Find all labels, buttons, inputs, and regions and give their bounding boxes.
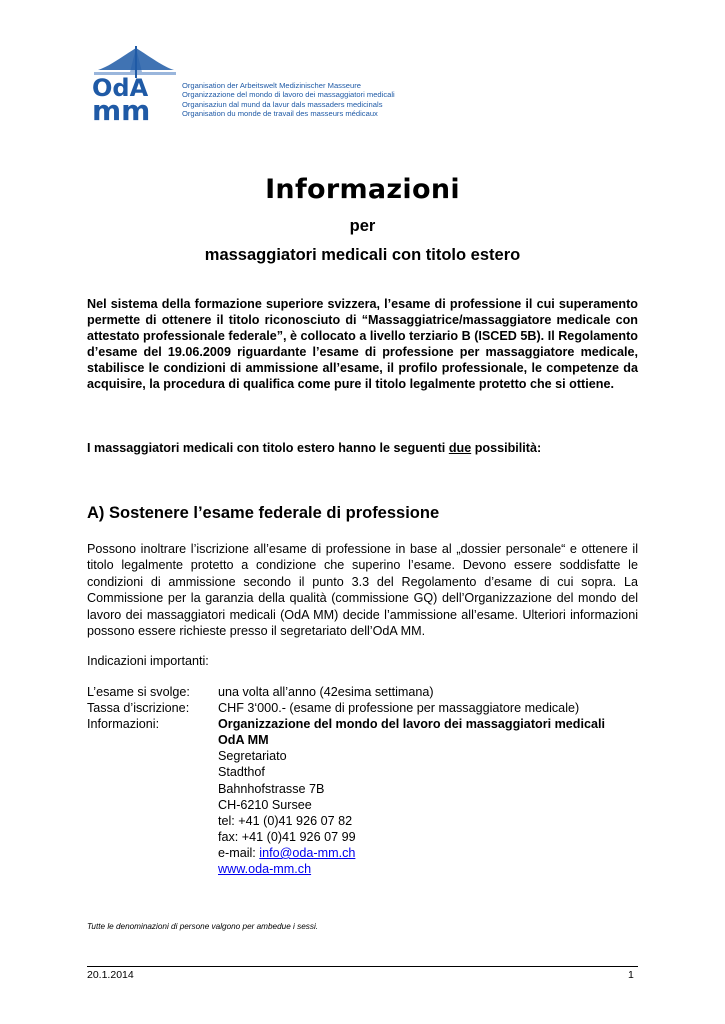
footer-date: 20.1.2014	[87, 969, 134, 981]
logo	[90, 44, 450, 124]
info-row-exam	[87, 684, 648, 700]
choice-text-before: I massaggiatori medicali con titolo estero hanno le seguenti	[87, 441, 449, 455]
website-link[interactable]: www.oda-mm.ch	[218, 862, 312, 877]
address-line: Bahnhofstrasse 7B	[218, 781, 325, 796]
page-title: Informazioni	[265, 174, 460, 205]
org-names	[182, 81, 395, 119]
info-row-fee	[87, 700, 648, 716]
contact-block	[218, 716, 648, 877]
title-per: per	[349, 217, 376, 235]
intro-paragraph: Nel sistema della formazione superiore svizzera, l’esame di professione il cui superamento permette di ottenere il titolo riconosciuto di “Massaggiatrice/massaggiatore medicale con attestato professionale federale”, è collocato a livello terziario B (ISCED 5B). Il Regolamento d’esame del 19.06.2009 riguardante l’esame di professione per massaggiatore medicale, stabilisce le condizioni di ammissione all’esame, il profilo professionale, le competenze da acquisire, la procedura di qualifica come pure il titolo legalmente protetto che si ottiene.	[87, 297, 638, 391]
email-line	[218, 845, 648, 861]
choice-text-after: possibilità:	[471, 441, 542, 455]
org-name-de: Organisation der Arbeitswelt Medizinischer Masseure	[182, 81, 361, 90]
info-table	[87, 684, 648, 877]
info-key: Informazioni:	[87, 717, 160, 732]
choice-sentence	[87, 440, 541, 456]
info-row-contact	[87, 716, 648, 877]
page-subtitle: massaggiatori medicali con titolo estero	[204, 246, 521, 264]
logo-text-oda: OdA	[92, 74, 149, 102]
address-line: Segretariato	[218, 749, 287, 764]
org-name-fr: Organisation du monde de travail des masseurs médicaux	[182, 109, 378, 119]
email-link[interactable]: info@oda-mm.ch	[259, 845, 356, 860]
choice-underlined: due	[448, 441, 472, 455]
section-a-paragraph: Possono inoltrare l’iscrizione all’esame di professione in base al „dossier personale“ e ottenere il titolo legalmente protetto a condizione che superino l’esame. Devono essere soddisfatte le condizioni di ammissione secondo il punto 3.3 del Regolamento d’esame di cui sopra. La Commissione per la garanzia della qualità (commissione GQ) dell’Organizzazione del mondo del lavoro dei massaggiatori medicali (OdA MM) decide l’ammissione all’esame. Ulteriori informazioni possono essere richieste presso il segretariato dell’OdA MM.	[87, 542, 638, 639]
section-a-heading: A) Sostenere l’esame federale di professione	[87, 504, 440, 522]
website-line	[218, 861, 648, 877]
page-number: 1	[628, 969, 634, 981]
info-key: Tassa d’iscrizione:	[87, 701, 190, 716]
address-line: Stadthof	[218, 765, 265, 780]
indicazioni-label: Indicazioni importanti:	[87, 654, 209, 668]
oda-mm-logo-icon	[90, 44, 178, 122]
org-short-name: OdA MM	[218, 733, 269, 748]
info-key: L’esame si svolge:	[87, 685, 190, 699]
org-name-rm: Organisaziun dal mund da lavur dals massaders medicinals	[182, 99, 383, 109]
info-value: una volta all’anno (42esima settimana)	[218, 685, 434, 699]
info-value: CHF 3‘000.- (esame di professione per massaggiatore medicale)	[218, 701, 580, 716]
fax-number: fax: +41 (0)41 926 07 99	[218, 829, 356, 844]
email-label: e-mail:	[218, 845, 260, 860]
footnote: Tutte le denominazioni di persone valgono per ambedue i sessi.	[87, 922, 319, 931]
logo-text-mm: mm	[92, 94, 151, 122]
address-line: CH-6210 Sursee	[218, 797, 312, 812]
footer-divider	[87, 966, 638, 967]
org-full-name: Organizzazione del mondo del lavoro dei massaggiatori medicali	[218, 717, 605, 732]
org-name-it: Organizzazione del mondo di lavoro dei massaggiatori medicali	[182, 90, 395, 100]
phone-number: tel: +41 (0)41 926 07 82	[218, 813, 353, 828]
